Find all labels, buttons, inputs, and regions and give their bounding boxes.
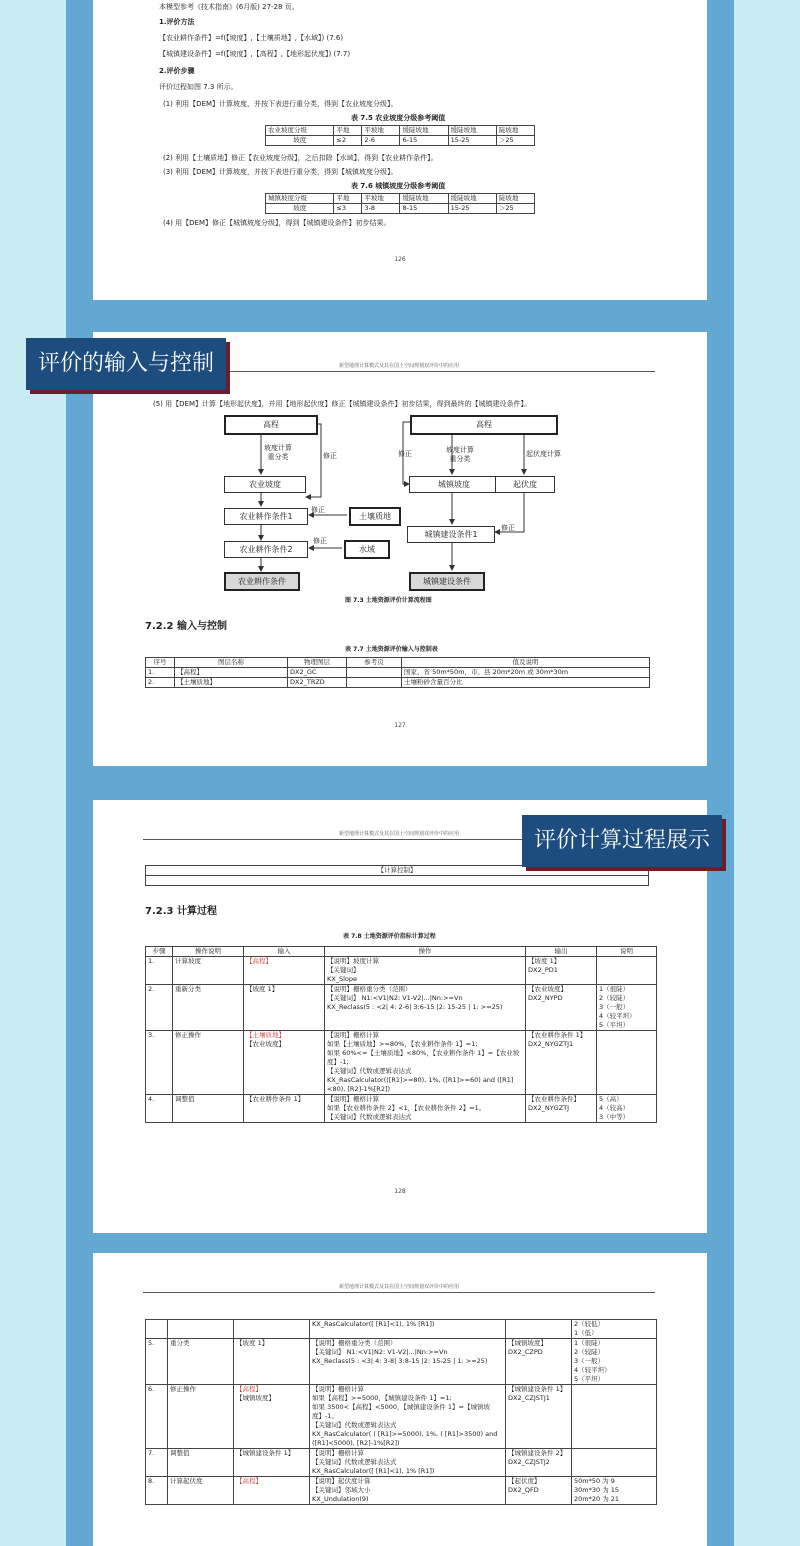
flow-water: 水域 — [344, 540, 390, 559]
table-7-5-row — [266, 136, 535, 146]
flow-fix-label: 修正 — [313, 537, 327, 545]
table-header-cell: 图层名称 — [175, 658, 288, 668]
table-header-cell: 物理图层 — [288, 658, 347, 668]
table-7-8 — [145, 946, 657, 1123]
page-number: 128 — [394, 1188, 406, 1195]
table-cell — [325, 1031, 526, 1095]
output-layer: 【坡度 1】 DX2_PD1 — [528, 957, 561, 974]
page-number: 126 — [394, 256, 406, 263]
value-note: 1（很陡） 2（较陡） 3（一般） 4（较平坦） 5（平坦） — [599, 985, 636, 1029]
flow-agri-slope: 农业坡度 — [224, 476, 306, 493]
table-row — [146, 957, 657, 985]
table-cell — [597, 985, 657, 1031]
flow-town-cond-1: 城镇建设条件1 — [407, 526, 495, 543]
output-layer: 【城镇建设条件 2】 DX2_CZJSTJ2 — [508, 1449, 567, 1466]
table-cell: 缓陡坡地 — [400, 194, 448, 204]
table-cell — [310, 1477, 506, 1505]
table-7-6-caption: 表 7.6 城镇坡度分级参考阈值 — [351, 182, 446, 190]
table-cell — [572, 1449, 657, 1477]
table-cell: 6-15 — [400, 136, 448, 146]
table-cell: 缓陡坡地 — [448, 126, 496, 136]
input-layer: 【高程】 — [246, 957, 272, 965]
output-layer: 【农业坡度】 DX2_NYPD — [528, 985, 567, 1002]
table-cell — [506, 1385, 572, 1449]
document-page-127 — [93, 332, 707, 766]
table-7-5-caption: 表 7.5 农业坡度分级参考阈值 — [351, 114, 446, 122]
output-layer: 【农业耕作条件】 DX2_NYGZTJ — [528, 1095, 580, 1112]
input-layer-2: 【农业坡度】 — [246, 1040, 285, 1048]
table-cell: 陡坡地 — [496, 194, 534, 204]
table-cell — [234, 1385, 310, 1449]
table-7-8-head — [146, 947, 657, 957]
operation-detail: 【说明】栅格重分类（范围） 【关键词】 N1:<V1|N2: V1-V2|...|Nn:>=Vn KX_Reclass(5 : <2| 4: 2-6| 3:6-15 |2: 15-25 | 1: >=25) — [327, 985, 503, 1011]
input-layer: 【农业耕作条件 1】 — [246, 1095, 305, 1103]
table-cell — [310, 1385, 506, 1449]
control-box — [145, 865, 649, 886]
table-row — [146, 1031, 657, 1095]
table-cell — [572, 1477, 657, 1505]
table-cell: 平地 — [334, 126, 362, 136]
table-7-7 — [145, 657, 650, 688]
operation-description: 调整值 — [175, 1095, 195, 1103]
table-cell: 2. — [146, 678, 175, 688]
table-cell: 15-25 — [448, 136, 496, 146]
flow-relief: 起伏度 — [495, 476, 555, 493]
operation-description: 重分类 — [170, 1339, 190, 1347]
table-row — [146, 1339, 657, 1385]
table-row — [146, 1385, 657, 1449]
step-number: 6. — [148, 1385, 155, 1393]
table-cell: 缓陡坡地 — [448, 194, 496, 204]
output-layer: 【起伏度】 DX2_QFD — [508, 1477, 541, 1494]
table-cell: ≤2 — [334, 136, 362, 146]
table-row — [146, 1320, 657, 1339]
table-header-cell: 操作说明 — [173, 947, 244, 957]
table-cell — [146, 1385, 168, 1449]
table-7-8-continued — [145, 1319, 657, 1505]
value-note: 50m*50 为 9 30m*30 为 15 20m*20 为 21 — [574, 1477, 620, 1503]
section-banner-input-control: 评价的输入与控制 — [26, 338, 226, 390]
table-cell: 1. — [146, 668, 175, 678]
flow-slope-calc-label: 坡度计算 重分类 — [446, 446, 474, 463]
table-header-cell: 输出 — [526, 947, 597, 957]
value-note: 5（高） 4（较高） 3（中等） — [599, 1095, 630, 1121]
section-banner-calculation: 评价计算过程展示 — [522, 815, 722, 867]
step-number: 5. — [148, 1339, 155, 1347]
table-cell: 平地 — [334, 194, 362, 204]
table-cell — [173, 1095, 244, 1123]
table-cell — [572, 1339, 657, 1385]
table-cell — [506, 1320, 572, 1339]
table-row — [146, 678, 650, 688]
operation-detail: 【说明】栅格计算 如果【土壤质地】>=80%，【农业耕作条件 1】=1; 如果 60%<=【土壤质地】<80%，【农业耕作条件 1】=【农业坡度】-1; 【关键词】代数或逻辑表达式 KX_RasCalculator(([R1]>=80), 1%, ([R1]>=60) and ([R1]<80), [R2]-1%[R2]) — [327, 1031, 520, 1093]
table-cell — [146, 985, 173, 1031]
table-cell: 平坡地 — [362, 194, 400, 204]
flow-fix-label: 修正 — [323, 452, 337, 460]
table-cell — [168, 1449, 234, 1477]
step-number: 7. — [148, 1449, 155, 1457]
steps-heading: 2.评价步骤 — [159, 67, 195, 75]
formula-2: 【城镇建设条件】=f(【坡度】,【高程】,【地形起伏度】) (7.7) — [159, 50, 351, 58]
operation-detail: 【说明】栅格计算 如果【高程】>=5000，【城镇建设条件 1】=1; 如果 3500<【高程】<5000，【城镇建设条件 1】=【城镇坡度】-1。 【关键词】代数或逻辑表达式 KX_RasCalculator( ( [R1]>=5000), 1%, ( [R1]>3500) and ([R1]<5000), [R2]-1%[R2]) — [312, 1385, 498, 1447]
table-cell: 15-25 — [448, 204, 496, 214]
operation-description: 重新分类 — [175, 985, 201, 993]
table-cell: 坡度 — [266, 204, 334, 214]
table-header-cell: 说明 — [597, 947, 657, 957]
table-cell — [146, 1449, 168, 1477]
input-layer: 【坡度 1】 — [246, 985, 279, 993]
table-cell: DX2_TRZD — [288, 678, 347, 688]
input-layer: 【城镇建设条件 1】 — [236, 1449, 295, 1457]
table-cell — [572, 1385, 657, 1449]
table-cell — [244, 1095, 325, 1123]
table-row — [146, 1449, 657, 1477]
output-layer: 【城镇坡度】 DX2_CZPD — [508, 1339, 547, 1356]
table-cell: 平坡地 — [362, 126, 400, 136]
table-cell: 3-8 — [362, 204, 400, 214]
table-cell — [168, 1385, 234, 1449]
method-heading: 1.评价方法 — [159, 18, 195, 26]
flow-town-slope: 城镇坡度 — [409, 476, 499, 493]
table-header-cell: 操作 — [325, 947, 526, 957]
table-cell — [310, 1339, 506, 1385]
table-cell — [506, 1477, 572, 1505]
step-number: 1. — [148, 957, 155, 965]
table-cell — [597, 957, 657, 985]
table-cell — [168, 1320, 234, 1339]
table-cell — [146, 1095, 173, 1123]
operation-description: 修正操作 — [170, 1385, 196, 1393]
intro-text: 本模型参考《技术指南》(6月版) 27-28 页。 — [159, 3, 299, 11]
flow-fix-label: 修正 — [501, 524, 515, 532]
table-cell — [244, 985, 325, 1031]
input-layer: 【高程】 — [236, 1385, 262, 1393]
document-page-126 — [93, 0, 707, 300]
table-header-cell: 输入 — [244, 947, 325, 957]
operation-detail: 【说明】栅格计算 【关键词】代数或逻辑表达式 KX_RasCalculator([ [R1]<1), 1% [R1]) — [312, 1449, 435, 1475]
table-cell — [173, 985, 244, 1031]
table-cell: 城镇坡度分级 — [266, 194, 334, 204]
flow-agri-cond-1: 农业耕作条件1 — [224, 508, 308, 525]
output-layer: 【农业耕作条件 1】 DX2_NYGZTJ1 — [528, 1031, 587, 1048]
table-cell — [146, 1031, 173, 1095]
input-layer: 【高程】 — [236, 1477, 262, 1485]
running-header: 新型地理计算模式及其在国土空间规划双评价中的应用 — [143, 1283, 655, 1293]
table-cell: 陡坡地 — [496, 126, 534, 136]
operation-detail: 【说明】起伏度计算 【关键词】邻域大小 KX_Undulation(9) — [312, 1477, 371, 1503]
table-cell — [244, 957, 325, 985]
table-cell — [146, 957, 173, 985]
table-cell — [325, 957, 526, 985]
table-header-cell: 序号 — [146, 658, 175, 668]
table-7-8-continued-body — [146, 1320, 657, 1505]
table-cell: 国家、省 50m*50m，市、县 20m*20m 或 30m*30m — [402, 668, 650, 678]
flow-soil-texture: 土壤质地 — [349, 507, 401, 526]
operation-description: 计算坡度 — [175, 957, 201, 965]
table-cell — [244, 1031, 325, 1095]
table-cell — [506, 1449, 572, 1477]
operation-detail: 【说明】栅格重分类（范围） 【关键词】 N1:<V1|N2: V1-V2|...|Nn:>=Vn KX_Reclass(5 : <3| 4: 3-8| 3:8-15 |2: 15-25 | 1: >=25) — [312, 1339, 488, 1365]
flow-agri-cond-2: 农业耕作条件2 — [224, 541, 308, 558]
table-cell — [526, 1031, 597, 1095]
table-cell — [146, 1320, 168, 1339]
table-cell — [572, 1320, 657, 1339]
running-header: 新型地理计算模式及其在国土空间规划双评价中的应用 — [143, 362, 655, 372]
operation-description: 调整值 — [170, 1449, 190, 1457]
flow-elevation-left: 高程 — [224, 415, 318, 435]
table-cell — [526, 985, 597, 1031]
table-cell — [234, 1339, 310, 1385]
table-7-7-head — [146, 658, 650, 668]
table-cell — [597, 1031, 657, 1095]
table-7-5-head — [266, 126, 535, 136]
flow-fix-label: 修正 — [398, 450, 412, 458]
operation-detail: KX_RasCalculator([ [R1]<1), 1% [R1]) — [312, 1320, 435, 1328]
table-cell: DX2_GC — [288, 668, 347, 678]
step-number: 8. — [148, 1477, 155, 1485]
table-7-7-caption: 表 7.7 土地资源评价输入与控制表 — [345, 646, 438, 653]
operation-description: 修正操作 — [175, 1031, 201, 1039]
step-number: 4. — [148, 1095, 155, 1103]
table-header-cell: 参考页 — [347, 658, 402, 668]
table-cell — [325, 1095, 526, 1123]
table-cell — [146, 1477, 168, 1505]
flow-slope-calc-label: 坡度计算 重分类 — [264, 444, 292, 461]
table-cell: 2-6 — [362, 136, 400, 146]
table-row — [146, 668, 650, 678]
operation-detail: 【说明】坡度计算 【关键词】 KX_Slope — [327, 957, 379, 983]
input-layer: 【坡度 1】 — [236, 1339, 269, 1347]
table-7-8-body — [146, 957, 657, 1123]
table-row — [146, 1477, 657, 1505]
table-cell — [173, 957, 244, 985]
table-cell: ＞25 — [496, 136, 534, 146]
output-layer: 【城镇建设条件 1】 DX2_CZJSTJ1 — [508, 1385, 567, 1402]
step-3-text: (3) 利用【DEM】计算坡度，并按下表进行重分类，得到【城镇坡度分级】。 — [163, 168, 398, 176]
document-page-129 — [93, 1253, 707, 1546]
table-cell: 缓陡坡地 — [400, 126, 448, 136]
operation-description: 计算起伏度 — [170, 1477, 203, 1485]
control-empty — [146, 876, 649, 886]
table-cell — [597, 1095, 657, 1123]
flow-elevation-right: 高程 — [410, 415, 558, 435]
input-layer-2: 【城镇坡度】 — [236, 1394, 275, 1402]
table-cell — [173, 1031, 244, 1095]
table-header-cell: 步骤 — [146, 947, 173, 957]
table-cell — [146, 1339, 168, 1385]
table-cell — [526, 1095, 597, 1123]
running-header: 新型地理计算模式及其在国土空间规划双评价中的应用 — [143, 830, 655, 840]
steps-intro: 评价过程如图 7.3 所示。 — [159, 83, 238, 91]
formula-1: 【农业耕作条件】=f(【坡度】,【土壤质地】,【水域】) (7.6) — [159, 34, 344, 42]
section-heading: 7.2.3 计算过程 — [145, 906, 217, 917]
table-7-6-head — [266, 194, 535, 204]
table-cell: 8-15 — [400, 204, 448, 214]
step-4-text: (4) 用【DEM】修正【城镇坡度分级】，得到【城镇建设条件】初步结果。 — [163, 219, 391, 227]
table-cell: 【高程】 — [175, 668, 288, 678]
step-1-text: (1) 利用【DEM】计算坡度，并按下表进行重分类，得到【农业坡度分级】。 — [163, 100, 398, 108]
table-cell: ＞25 — [496, 204, 534, 214]
table-cell — [234, 1449, 310, 1477]
flow-fix-label: 修正 — [311, 506, 325, 514]
value-note: 1（很陡） 2（较陡） 3（一般） 4（较平坦） 5（平坦） — [574, 1339, 611, 1383]
table-7-8-caption: 表 7.8 土地资源评价指标计算过程 — [343, 933, 436, 940]
table-cell — [325, 985, 526, 1031]
page-number: 127 — [394, 722, 406, 729]
table-cell — [347, 678, 402, 688]
table-7-5 — [265, 125, 535, 146]
table-cell: 坡度 — [266, 136, 334, 146]
step-number: 2. — [148, 985, 155, 993]
flow-relief-calc-label: 起伏度计算 — [526, 450, 561, 458]
table-row — [146, 1095, 657, 1123]
table-cell — [168, 1339, 234, 1385]
step-5-text: (5) 用【DEM】计算【地形起伏度】，并用【地形起伏度】修正【城镇建设条件】初步结果，得到最终的【城镇建设条件】。 — [153, 400, 531, 408]
table-row — [146, 985, 657, 1031]
section-heading: 7.2.2 输入与控制 — [145, 621, 227, 632]
table-cell — [234, 1477, 310, 1505]
table-cell: 农业坡度分级 — [266, 126, 334, 136]
flow-town-final: 城镇建设条件 — [409, 572, 485, 591]
step-number: 3. — [148, 1031, 155, 1039]
table-7-6-row — [266, 204, 535, 214]
figure-caption: 图 7.3 土地资源评价计算流程图 — [345, 597, 432, 604]
table-cell — [168, 1477, 234, 1505]
table-cell — [526, 957, 597, 985]
table-7-6 — [265, 193, 535, 214]
flow-agri-final: 农业耕作条件 — [224, 572, 300, 591]
control-label: 【计算控制】 — [146, 866, 649, 876]
operation-detail: 【说明】栅格计算 如果【农业耕作条件 2】<1，【农业耕作条件 2】=1。 【关键词】代数或逻辑表达式 — [327, 1095, 486, 1121]
table-cell — [234, 1320, 310, 1339]
input-layer: 【土壤质地】 — [246, 1031, 285, 1039]
table-cell — [347, 668, 402, 678]
table-cell: 土壤粉砂含量百分比 — [402, 678, 650, 688]
table-cell — [310, 1449, 506, 1477]
table-cell — [310, 1320, 506, 1339]
table-cell — [506, 1339, 572, 1385]
table-cell: ≤3 — [334, 204, 362, 214]
step-2-text: (2) 利用【土壤质地】修正【农业坡度分级】，之后扣除【水域】，得到【农业耕作条件】。 — [163, 154, 438, 162]
table-header-cell: 值及说明 — [402, 658, 650, 668]
value-note: 2（较低） 1（低） — [574, 1320, 605, 1337]
table-cell: 【土壤质地】 — [175, 678, 288, 688]
